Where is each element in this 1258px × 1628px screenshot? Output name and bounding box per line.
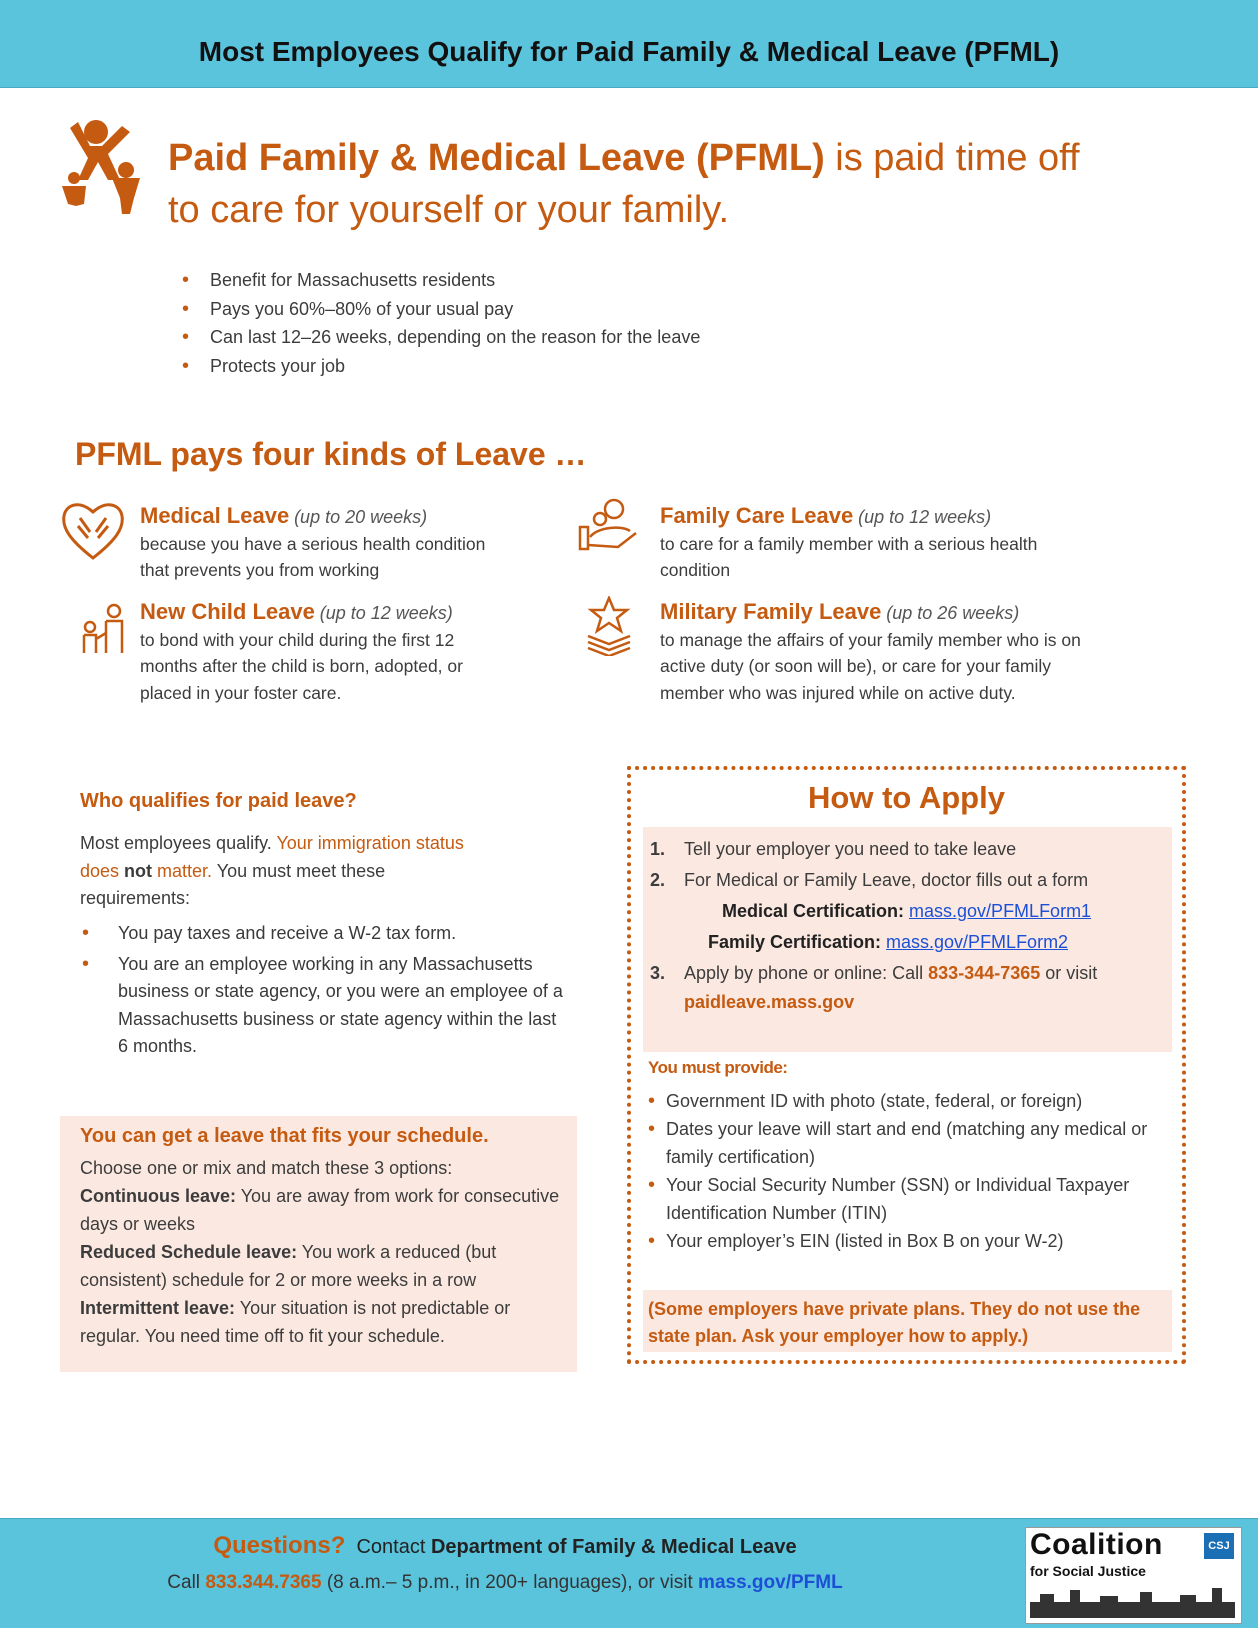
military-star-icon: [586, 596, 632, 656]
list-item: • Can last 12–26 weeks, depending on the reason for the leave: [180, 323, 700, 352]
list-item: • You are an employee working in any Massachusetts business or state agency, or you were an employee of a Massachusetts business or state agency within the last 6 months.: [80, 951, 570, 1061]
heart-hands-icon: [60, 500, 126, 562]
family-form-link[interactable]: mass.gov/PFMLForm2: [886, 932, 1069, 952]
medical-leave: Medical Leave (up to 20 weeks) because you have a serious health condition that prevents you from working: [140, 503, 486, 580]
new-child-leave: New Child Leave (up to 12 weeks) to bond with your child during the first 12 months after the child is born, adopted, or placed in your foster care.: [140, 599, 463, 703]
footer-contact: Questions? Contact Department of Family & Medical Leave: [213, 1532, 797, 1559]
military-family-leave: Military Family Leave (up to 26 weeks) to manage the affairs of your family member who is on active duty (or soon will be), or care for your family member who was injured while on active duty.: [660, 599, 1081, 703]
list-item: • Government ID with photo (state, federal, or foreign): [648, 1087, 1178, 1115]
family-icon: [58, 118, 144, 214]
private-plan-note: (Some employers have private plans. They do not use the state plan. Ask your employer how to apply.): [648, 1299, 1141, 1346]
list-item: • Your Social Security Number (SSN) or Individual Taxpayer Identification Number (ITIN): [648, 1171, 1178, 1227]
list-item: • Pays you 60%–80% of your usual pay: [180, 295, 700, 324]
parent-child-icon: [82, 603, 126, 655]
footer-call: Call 833.344.7365 (8 a.m.– 5 p.m., in 200+ languages), or visit mass.gov/PFML: [167, 1572, 843, 1593]
list-item: • Benefit for Massachusetts residents: [180, 266, 700, 295]
hero-title: Paid Family & Medical Leave (PFML) is paid time off to care for yourself or your family.: [168, 137, 1080, 231]
section-title-kinds: PFML pays four kinds of Leave …: [75, 436, 587, 472]
family-care-leave: Family Care Leave (up to 12 weeks) to care for a family member with a serious health condition: [660, 503, 1038, 580]
apply-steps: 1. Tell your employer you need to take leave 2. For Medical or Family Leave, doctor fills out a form Medical Certification: mass.gov/PFMLForm1 Family Certification: mass.gov/PFMLForm2 3. Apply by phone or online: Call 833-344-7365 or visit paidleave.mass.gov: [650, 839, 1098, 1012]
paidleave-link[interactable]: paidleave.mass.gov: [684, 992, 855, 1012]
medical-form-link[interactable]: mass.gov/PFMLForm1: [909, 901, 1092, 921]
list-item: • Dates your leave will start and end (matching any medical or family certification): [648, 1115, 1178, 1171]
apply-title: How to Apply: [808, 780, 1005, 815]
schedule-title: You can get a leave that fits your schedule.: [80, 1125, 489, 1147]
caring-hands-icon: [578, 497, 638, 551]
qualify-intro: Most employees qualify. Your immigration status does not matter. You must meet these requirements:: [80, 833, 464, 908]
provide-list: [648, 1087, 1178, 1255]
page-title: Most Employees Qualify for Paid Family & Medical Leave (PFML): [198, 36, 1060, 67]
pfml-link[interactable]: mass.gov/PFML: [698, 1572, 843, 1593]
list-item: • You pay taxes and receive a W-2 tax form.: [80, 920, 570, 948]
logo-subtitle: for Social Justice: [1030, 1563, 1146, 1579]
schedule-content: You can get a leave that fits your schedule. Choose one or mix and match these 3 options: Continuous leave: You are away from work for consecutive days or weeks Reduced Schedule leave: You work a reduced (but consistent) schedule for 2 or more weeks in a row Intermittent leave: Your situation is not predictable or regular. You need time off to fit your schedule.: [80, 1122, 575, 1350]
skyline-icon: [1030, 1588, 1235, 1618]
qualify-title: Who qualifies for paid leave?: [80, 790, 357, 812]
provide-title: You must provide:: [648, 1058, 788, 1077]
logo-title: Coalition: [1030, 1528, 1163, 1561]
list-item: • Your employer’s EIN (listed in Box B on your W-2): [648, 1227, 1178, 1255]
qualify-list: [80, 920, 570, 1064]
list-item: • Protects your job: [180, 352, 700, 381]
logo-badge: CSJ: [1204, 1533, 1234, 1559]
benefit-list: [180, 266, 700, 380]
